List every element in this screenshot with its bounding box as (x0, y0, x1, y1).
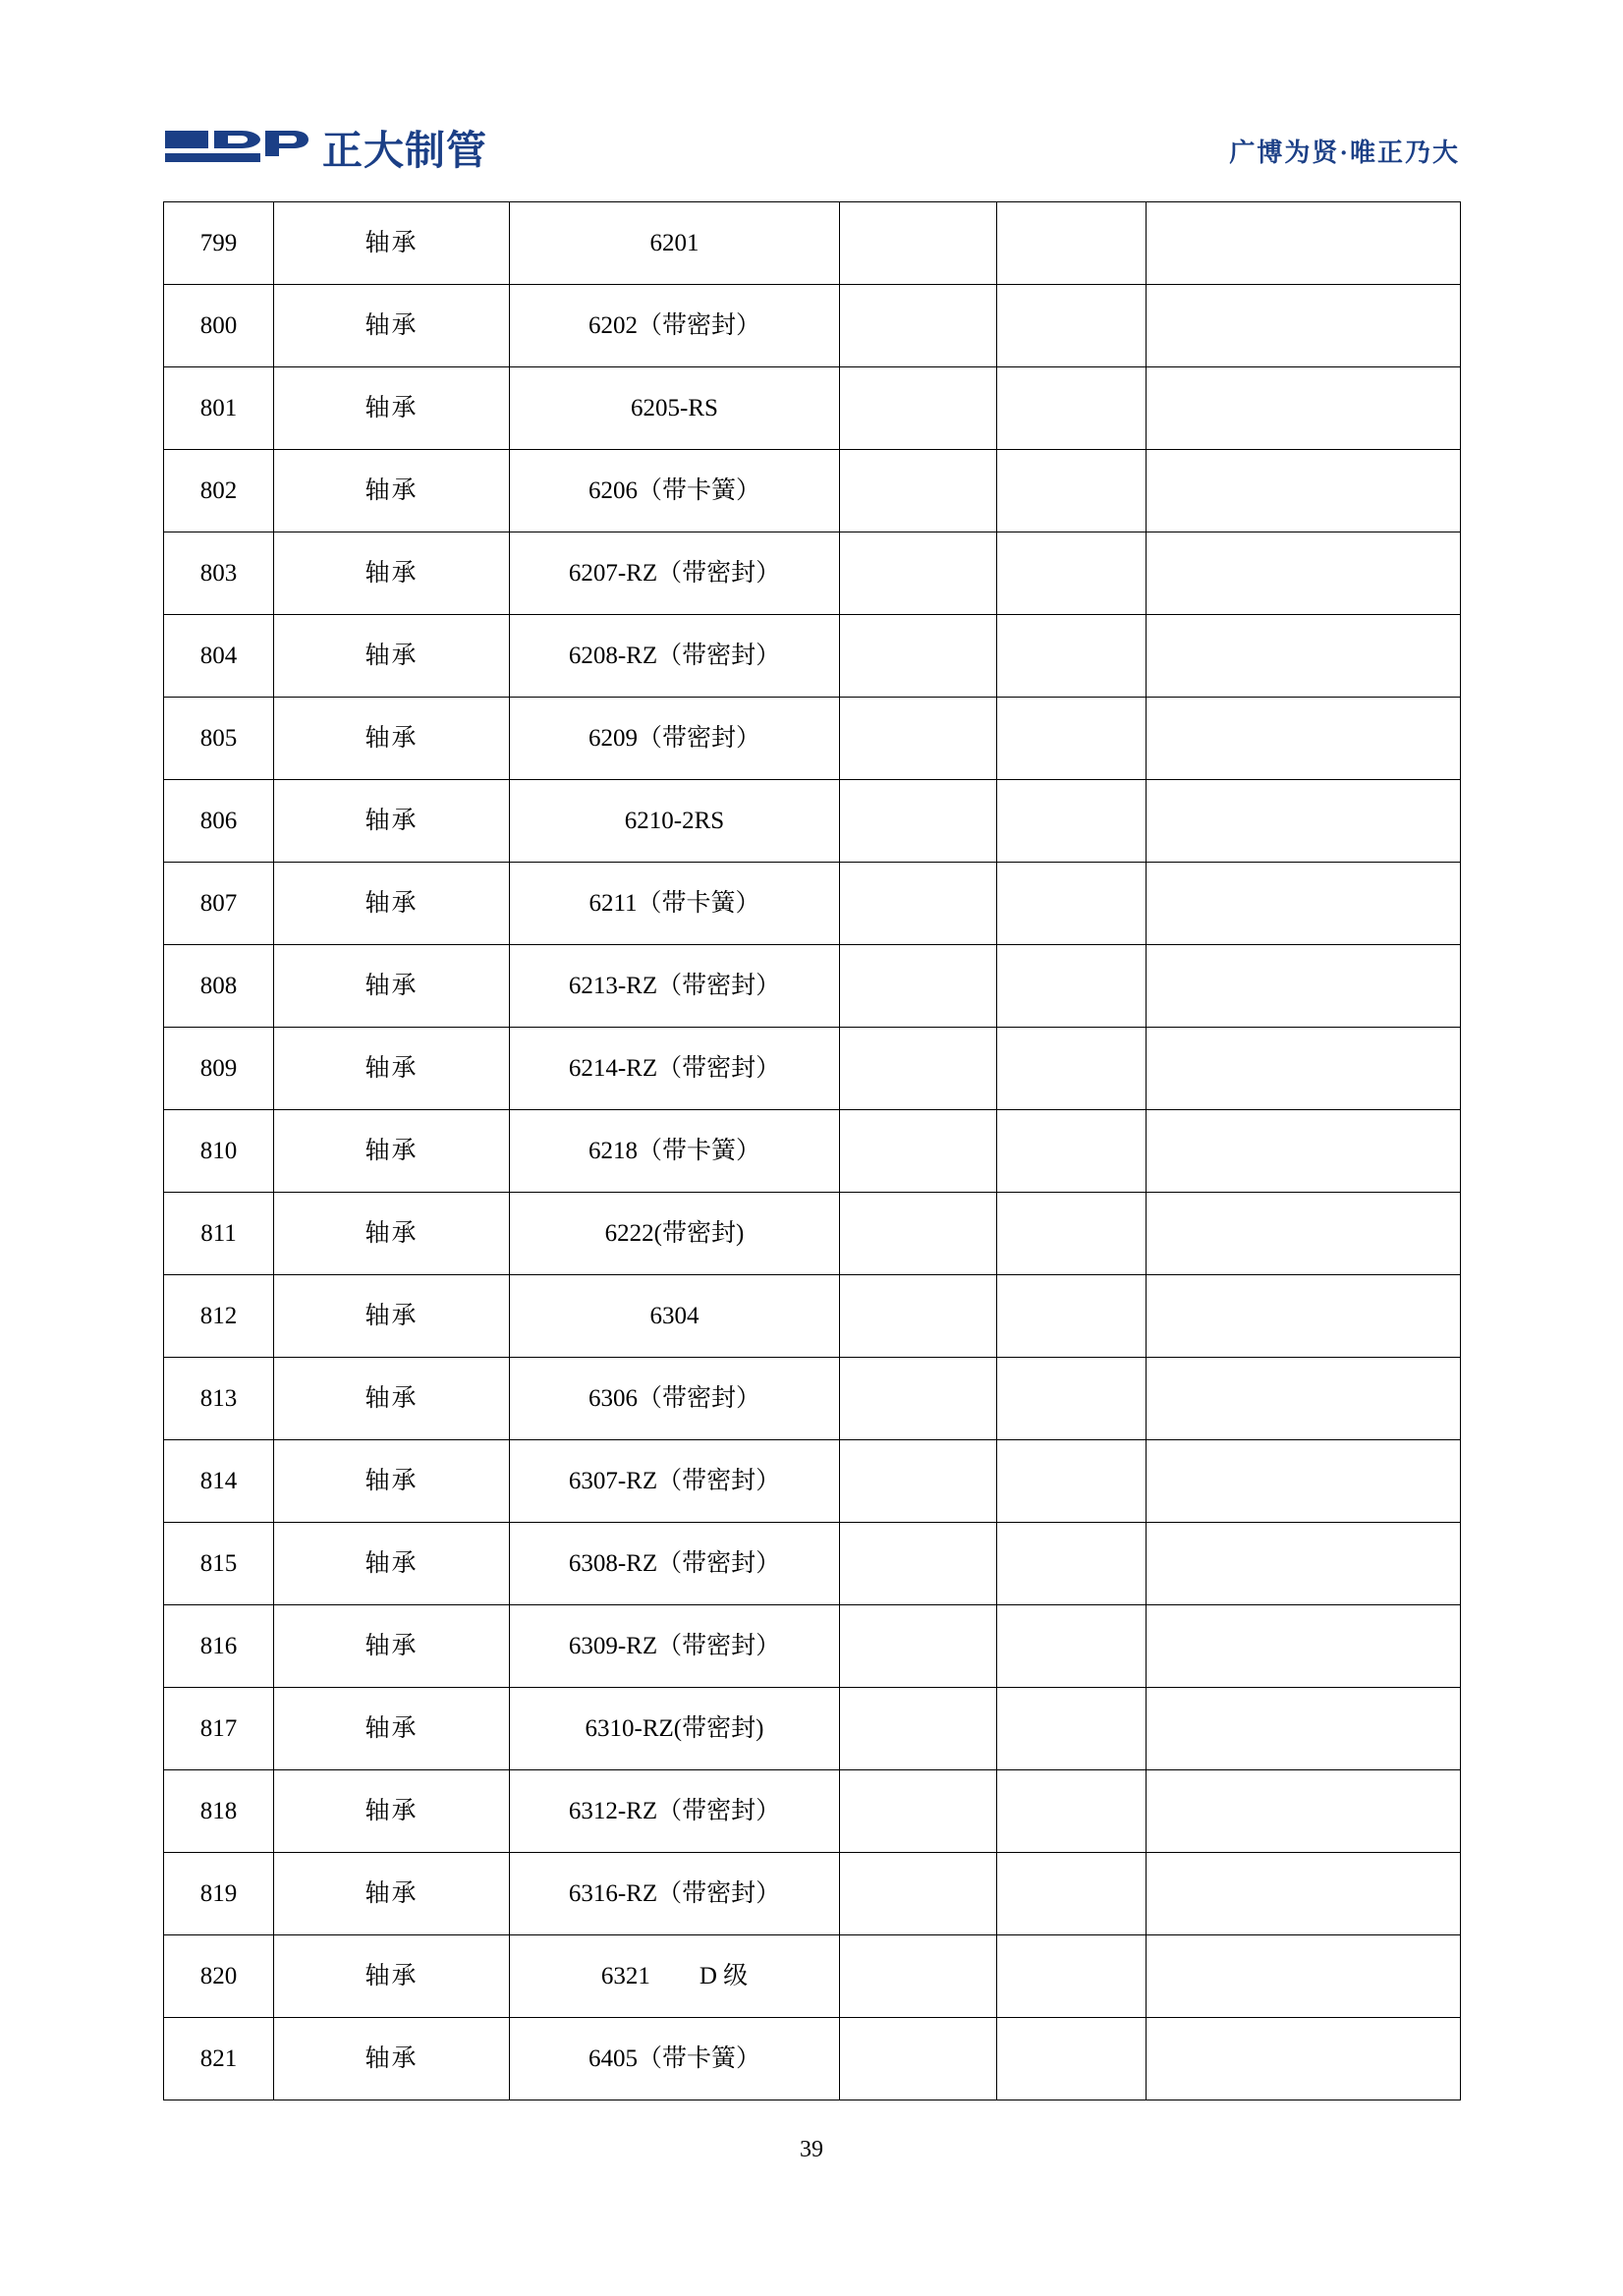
cell-column-e (997, 450, 1147, 532)
cell-item-name: 轴承 (274, 1440, 510, 1523)
cell-row-number: 813 (164, 1358, 274, 1440)
cell-column-d (840, 1028, 997, 1110)
cell-column-f (1147, 1028, 1461, 1110)
cell-column-d (840, 1770, 997, 1853)
cell-column-e (997, 532, 1147, 615)
cell-item-spec: 6209（带密封） (510, 698, 840, 780)
cell-item-name: 轴承 (274, 1770, 510, 1853)
table-row (164, 615, 1461, 698)
table-row (164, 1440, 1461, 1523)
cell-item-name: 轴承 (274, 450, 510, 532)
cell-item-spec: 6218（带卡簧） (510, 1110, 840, 1193)
cell-column-d (840, 1935, 997, 2018)
table-row (164, 1028, 1461, 1110)
cell-item-name: 轴承 (274, 285, 510, 367)
cell-row-number: 799 (164, 202, 274, 285)
cell-column-d (840, 1605, 997, 1688)
zdp-logo-icon (163, 127, 310, 175)
cell-column-d (840, 1440, 997, 1523)
cell-item-spec: 6309-RZ（带密封） (510, 1605, 840, 1688)
cell-column-d (840, 1688, 997, 1770)
cell-column-f (1147, 863, 1461, 945)
cell-column-f (1147, 285, 1461, 367)
cell-item-spec: 6321 D 级 (510, 1935, 840, 2018)
cell-column-f (1147, 1770, 1461, 1853)
cell-column-f (1147, 202, 1461, 285)
table-row (164, 1110, 1461, 1193)
table-row (164, 945, 1461, 1028)
cell-item-name: 轴承 (274, 532, 510, 615)
cell-column-f (1147, 450, 1461, 532)
cell-column-f (1147, 615, 1461, 698)
cell-row-number: 820 (164, 1935, 274, 2018)
cell-column-f (1147, 1275, 1461, 1358)
cell-column-e (997, 1110, 1147, 1193)
cell-item-name: 轴承 (274, 2018, 510, 2100)
cell-row-number: 807 (164, 863, 274, 945)
cell-column-d (840, 1853, 997, 1935)
cell-item-spec: 6308-RZ（带密封） (510, 1523, 840, 1605)
cell-column-e (997, 863, 1147, 945)
cell-item-spec: 6201 (510, 202, 840, 285)
cell-column-f (1147, 1688, 1461, 1770)
items-table-container (163, 201, 1460, 2100)
cell-item-name: 轴承 (274, 1688, 510, 1770)
cell-column-e (997, 1358, 1147, 1440)
cell-column-d (840, 1110, 997, 1193)
page-number: 39 (800, 2137, 823, 2162)
cell-row-number: 821 (164, 2018, 274, 2100)
cell-column-d (840, 1275, 997, 1358)
cell-row-number: 803 (164, 532, 274, 615)
cell-column-e (997, 202, 1147, 285)
cell-column-d (840, 863, 997, 945)
cell-item-name: 轴承 (274, 1028, 510, 1110)
cell-row-number: 809 (164, 1028, 274, 1110)
cell-column-f (1147, 367, 1461, 450)
cell-item-name: 轴承 (274, 945, 510, 1028)
cell-row-number: 800 (164, 285, 274, 367)
cell-row-number: 802 (164, 450, 274, 532)
cell-column-d (840, 2018, 997, 2100)
cell-item-spec: 6310-RZ(带密封) (510, 1688, 840, 1770)
table-row (164, 1605, 1461, 1688)
table-row (164, 2018, 1461, 2100)
cell-column-d (840, 450, 997, 532)
cell-column-f (1147, 698, 1461, 780)
table-row (164, 1935, 1461, 2018)
cell-item-spec: 6211（带卡簧） (510, 863, 840, 945)
cell-item-name: 轴承 (274, 202, 510, 285)
cell-item-spec: 6306（带密封） (510, 1358, 840, 1440)
cell-column-e (997, 1275, 1147, 1358)
cell-item-name: 轴承 (274, 1358, 510, 1440)
cell-item-name: 轴承 (274, 780, 510, 863)
cell-column-f (1147, 1440, 1461, 1523)
table-row (164, 1688, 1461, 1770)
table-row (164, 863, 1461, 945)
table-row (164, 202, 1461, 285)
cell-column-f (1147, 945, 1461, 1028)
cell-column-f (1147, 1523, 1461, 1605)
cell-row-number: 806 (164, 780, 274, 863)
cell-row-number: 816 (164, 1605, 274, 1688)
table-row (164, 1523, 1461, 1605)
cell-row-number: 808 (164, 945, 274, 1028)
cell-column-e (997, 1770, 1147, 1853)
cell-item-spec: 6208-RZ（带密封） (510, 615, 840, 698)
cell-row-number: 801 (164, 367, 274, 450)
cell-column-f (1147, 1935, 1461, 2018)
cell-column-e (997, 367, 1147, 450)
cell-column-d (840, 285, 997, 367)
cell-item-name: 轴承 (274, 1935, 510, 2018)
cell-item-spec: 6405（带卡簧） (510, 2018, 840, 2100)
cell-column-e (997, 1853, 1147, 1935)
cell-row-number: 819 (164, 1853, 274, 1935)
cell-column-e (997, 780, 1147, 863)
cell-column-e (997, 1605, 1147, 1688)
cell-column-f (1147, 1853, 1461, 1935)
cell-column-e (997, 1935, 1147, 2018)
cell-item-name: 轴承 (274, 1605, 510, 1688)
cell-row-number: 811 (164, 1193, 274, 1275)
cell-item-name: 轴承 (274, 698, 510, 780)
cell-column-e (997, 698, 1147, 780)
cell-column-d (840, 945, 997, 1028)
cell-row-number: 810 (164, 1110, 274, 1193)
items-table (163, 201, 1461, 2100)
cell-item-name: 轴承 (274, 615, 510, 698)
table-row (164, 285, 1461, 367)
cell-column-e (997, 1193, 1147, 1275)
cell-item-name: 轴承 (274, 1193, 510, 1275)
company-slogan: 广博为贤·唯正乃大 (1229, 138, 1460, 167)
cell-column-d (840, 367, 997, 450)
company-name-cn: 正大制管 (322, 127, 487, 173)
table-row (164, 698, 1461, 780)
cell-column-e (997, 1440, 1147, 1523)
cell-item-spec: 6202（带密封） (510, 285, 840, 367)
cell-row-number: 818 (164, 1770, 274, 1853)
cell-column-f (1147, 532, 1461, 615)
cell-row-number: 805 (164, 698, 274, 780)
cell-item-name: 轴承 (274, 1110, 510, 1193)
cell-row-number: 804 (164, 615, 274, 698)
cell-column-e (997, 1028, 1147, 1110)
cell-item-spec: 6214-RZ（带密封） (510, 1028, 840, 1110)
table-row (164, 1358, 1461, 1440)
cell-row-number: 817 (164, 1688, 274, 1770)
table-row (164, 780, 1461, 863)
table-row (164, 532, 1461, 615)
cell-item-spec: 6307-RZ（带密封） (510, 1440, 840, 1523)
table-row (164, 367, 1461, 450)
cell-column-e (997, 1688, 1147, 1770)
cell-column-d (840, 615, 997, 698)
cell-item-spec: 6304 (510, 1275, 840, 1358)
table-row (164, 1853, 1461, 1935)
cell-column-f (1147, 780, 1461, 863)
cell-item-spec: 6207-RZ（带密封） (510, 532, 840, 615)
cell-column-e (997, 945, 1147, 1028)
cell-column-d (840, 780, 997, 863)
cell-column-d (840, 1523, 997, 1605)
cell-item-name: 轴承 (274, 863, 510, 945)
cell-item-name: 轴承 (274, 367, 510, 450)
cell-item-spec: 6210-2RS (510, 780, 840, 863)
cell-item-spec: 6206（带卡簧） (510, 450, 840, 532)
cell-item-spec: 6213-RZ（带密封） (510, 945, 840, 1028)
cell-column-f (1147, 1193, 1461, 1275)
table-row (164, 450, 1461, 532)
cell-row-number: 815 (164, 1523, 274, 1605)
cell-row-number: 812 (164, 1275, 274, 1358)
table-row (164, 1193, 1461, 1275)
cell-column-e (997, 1523, 1147, 1605)
cell-column-e (997, 285, 1147, 367)
cell-column-e (997, 2018, 1147, 2100)
cell-item-spec: 6312-RZ（带密封） (510, 1770, 840, 1853)
cell-row-number: 814 (164, 1440, 274, 1523)
cell-item-name: 轴承 (274, 1523, 510, 1605)
cell-item-spec: 6205-RS (510, 367, 840, 450)
cell-column-d (840, 698, 997, 780)
company-logo (163, 127, 487, 175)
page-header (163, 116, 1460, 185)
cell-column-f (1147, 1110, 1461, 1193)
table-row (164, 1770, 1461, 1853)
cell-column-f (1147, 1358, 1461, 1440)
cell-item-spec: 6316-RZ（带密封） (510, 1853, 840, 1935)
items-table-body (164, 202, 1461, 2100)
cell-column-d (840, 1193, 997, 1275)
cell-column-d (840, 532, 997, 615)
cell-column-d (840, 202, 997, 285)
cell-column-f (1147, 1605, 1461, 1688)
cell-item-name: 轴承 (274, 1853, 510, 1935)
cell-column-f (1147, 2018, 1461, 2100)
cell-item-spec: 6222(带密封) (510, 1193, 840, 1275)
cell-item-name: 轴承 (274, 1275, 510, 1358)
cell-column-d (840, 1358, 997, 1440)
cell-column-e (997, 615, 1147, 698)
table-row (164, 1275, 1461, 1358)
